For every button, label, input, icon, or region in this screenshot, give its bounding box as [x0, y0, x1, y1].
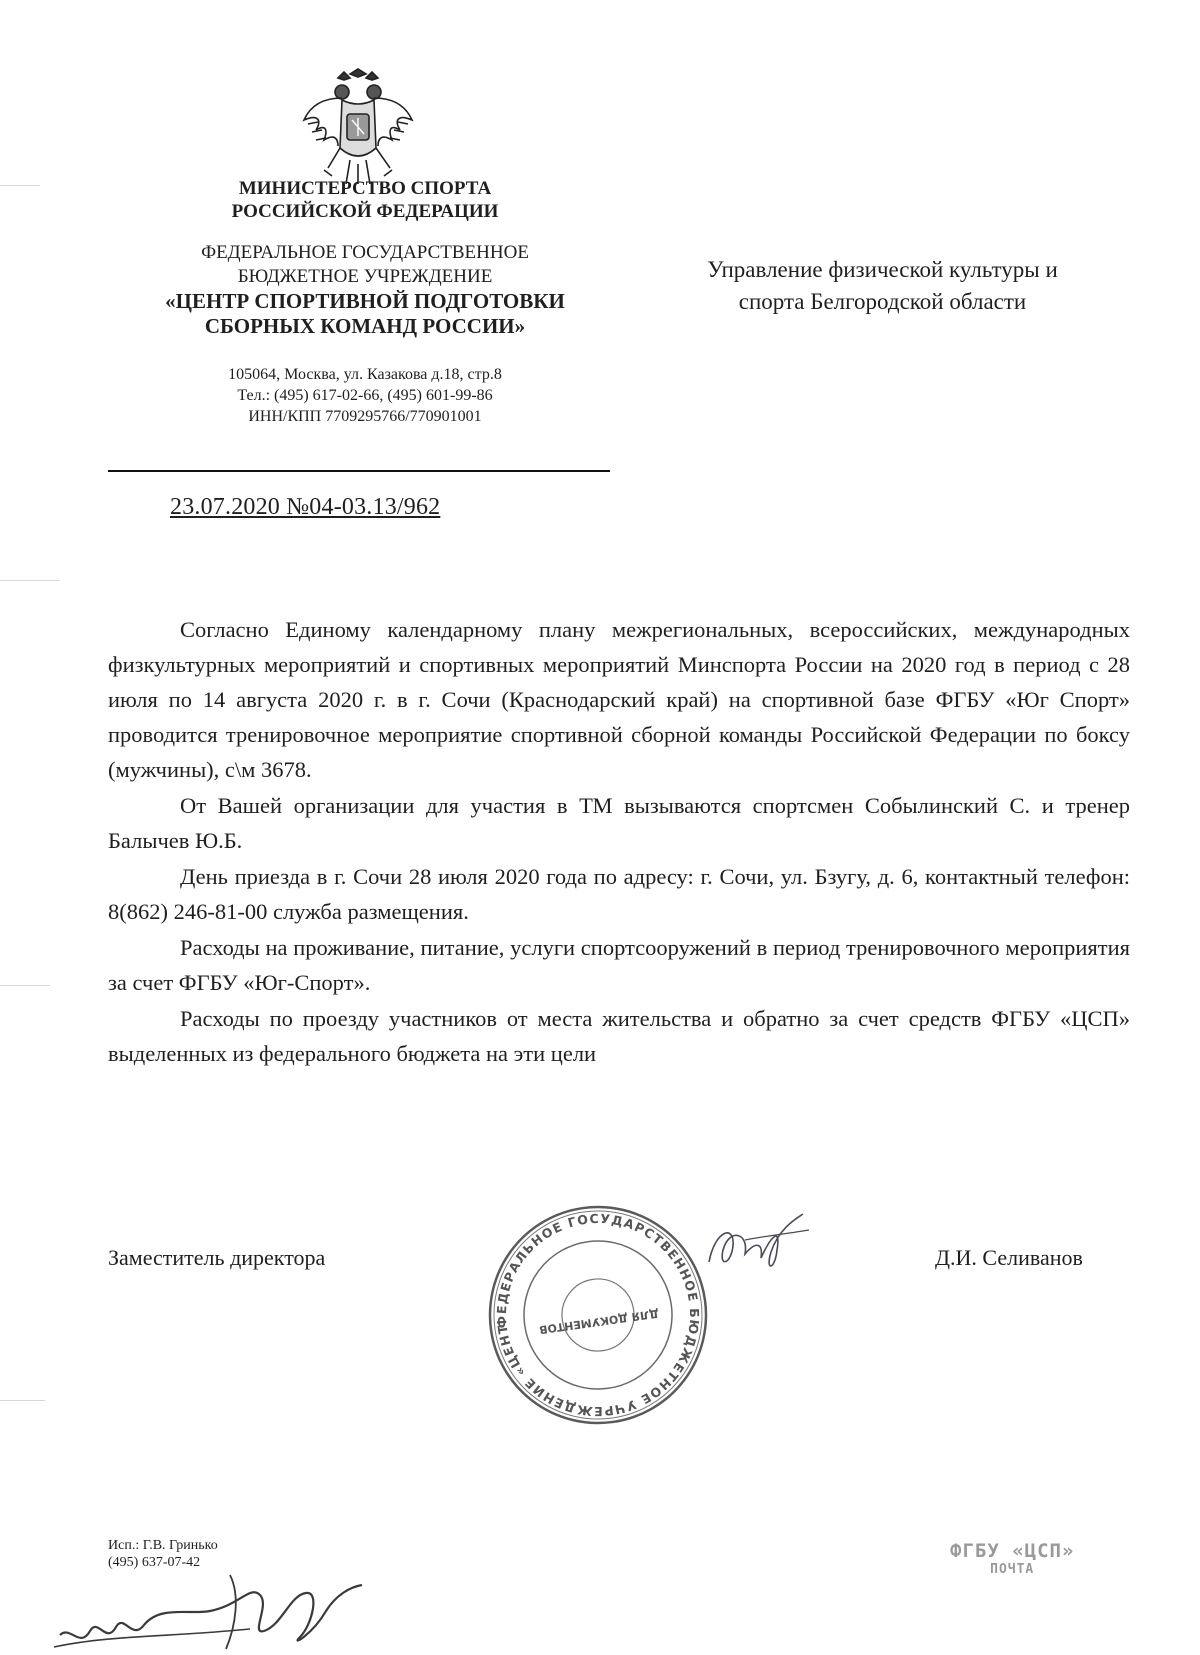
bottom-signature — [50, 1565, 370, 1655]
official-seal — [483, 1200, 713, 1430]
reference-number: 23.07.2020 №04-03.13/962 — [170, 494, 441, 520]
org-name-line2: СБОРНЫХ КОМАНД РОССИИ» — [204, 314, 526, 338]
letterhead-divider — [108, 470, 610, 472]
paragraph-4: Расходы на проживание, питание, услуги спортсооружений в период тренировочного мероприятия за счет ФГБУ «Юг-Спорт». — [108, 935, 1130, 995]
seal-outer-text: ФЕДЕРАЛЬНОЕ ГОСУДАРСТВЕННОЕ БЮДЖЕТНОЕ УЧРЕЖДЕНИЕ «ЦЕНТР — [493, 1210, 703, 1420]
svg-text:ФЕДЕРАЛЬНОЕ ГОСУДАРСТВЕННОЕ БЮ — [483, 1200, 713, 1430]
org-type-line2: БЮДЖЕТНОЕ УЧРЕЖДЕНИЕ — [237, 266, 493, 287]
scan-artifact — [0, 185, 40, 186]
executor-name: Исп.: Г.В. Гринько — [108, 1538, 218, 1553]
scan-artifact — [0, 985, 50, 986]
scan-artifact — [0, 1400, 45, 1401]
coat-of-arms-emblem — [298, 68, 418, 190]
addressee-line2: спорта Белгородской области — [738, 289, 1027, 315]
paragraph-2: От Вашей организации для участия в ТМ вызываются спортсмен Собылинский С. и тренер Балычев Ю.Б. — [108, 793, 1130, 853]
addressee — [655, 254, 1110, 318]
mail-stamp — [950, 1540, 1074, 1577]
addressee-line1: Управление физической культуры и — [707, 257, 1058, 282]
letter-body — [108, 612, 1130, 1071]
org-phones: Тел.: (495) 617-02-66, (495) 601-99-86 — [237, 387, 493, 404]
mail-stamp-org: ФГБУ «ЦСП» — [950, 1540, 1075, 1562]
org-name-line1: «ЦЕНТР СПОРТИВНОЙ ПОДГОТОВКИ — [165, 289, 565, 313]
signatory-name: Д.И. Селиванов — [935, 1245, 1083, 1270]
org-address: 105064, Москва, ул. Казакова д.18, стр.8 — [228, 366, 502, 383]
org-inn: ИНН/КПП 7709295766/770901001 — [248, 408, 482, 425]
paragraph-1: Согласно Единому календарному плану межрегиональных, всероссийских, международных физкультурных мероприятий и спортивных мероприятий Минспорта России на 2020 год в период с 28 июля по 14 августа 2020 г. в г. Сочи (Краснодарский край) на спортивной базе ФГБУ «Юг Спорт» проводится тренировочное мероприятие спортивной сборной команды Российской Федерации по боксу (мужчины), с\м 3678. — [108, 617, 1130, 782]
scan-artifact — [0, 580, 60, 581]
mail-stamp-label: ПОЧТА — [990, 1562, 1035, 1577]
paragraph-3: День приезда в г. Сочи 28 июля 2020 года по адресу: г. Сочи, ул. Бзугу, д. 6, контактный телефон: 8(862) 246-81-00 служба размещения. — [108, 864, 1130, 924]
seal-center-text: ДЛЯ ДОКУМЕНТОВ — [538, 1306, 660, 1337]
director-signature — [705, 1210, 815, 1280]
signatory-title: Заместитель директора — [108, 1245, 326, 1270]
ministry-name-line1: МИНИСТЕРСТВО СПОРТА — [238, 178, 492, 199]
org-type-line1: ФЕДЕРАЛЬНОЕ ГОСУДАРСТВЕННОЕ — [201, 242, 529, 263]
paragraph-5: Расходы по проезду участников от места жительства и обратно за счет средств ФГБУ «ЦСП» выделенных из федерального бюджета на эти цели — [108, 1006, 1130, 1066]
executor-phone: (495) 637-07-42 — [108, 1554, 201, 1570]
ministry-name-line2: РОССИЙСКОЙ ФЕДЕРАЦИИ — [231, 201, 499, 222]
